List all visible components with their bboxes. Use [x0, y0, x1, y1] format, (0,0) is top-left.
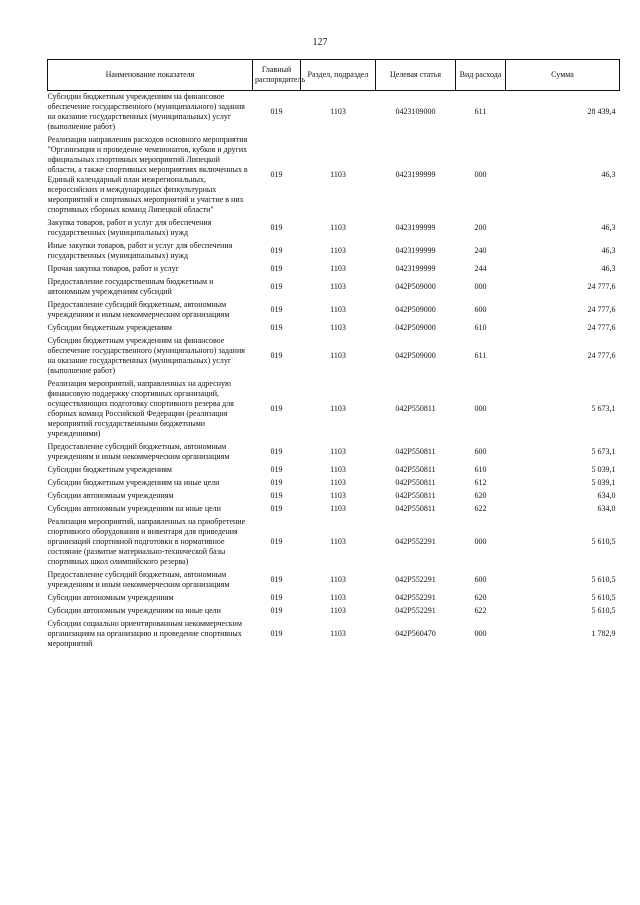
table-row — [48, 516, 620, 569]
row-org: 019 — [270, 606, 283, 615]
table-row — [48, 477, 620, 490]
row-sum: 5 673,1 — [591, 404, 616, 413]
row-type: 611 — [474, 107, 487, 116]
row-sum: 24 777,6 — [587, 282, 616, 291]
row-type: 600 — [474, 447, 487, 456]
row-name: Субсидии бюджетным учреждениям — [47, 465, 172, 474]
row-section: 1103 — [330, 223, 346, 232]
row-sum: 1 782,9 — [591, 629, 616, 638]
row-org: 019 — [270, 107, 283, 116]
row-name: Субсидии социально ориентированным некоммерческим организациям на организацию и проведение спортивных мероприятий — [47, 619, 243, 648]
row-section: 1103 — [330, 465, 346, 474]
row-type: 610 — [474, 465, 487, 474]
row-section: 1103 — [330, 305, 346, 314]
row-org: 019 — [270, 404, 283, 413]
row-org: 019 — [270, 478, 283, 487]
row-org: 019 — [270, 504, 283, 513]
row-target: 042P552291 — [395, 606, 436, 615]
row-org: 019 — [270, 305, 283, 314]
row-section: 1103 — [330, 629, 346, 638]
row-type: 620 — [474, 491, 487, 500]
row-target: 0423199999 — [395, 223, 436, 232]
row-target: 042P550811 — [395, 447, 436, 456]
header-section: Раздел, подраздел — [301, 60, 376, 91]
row-section: 1103 — [330, 593, 346, 602]
table-row — [48, 605, 620, 618]
header-target: Целевая статья — [376, 60, 456, 91]
row-type: 622 — [474, 504, 487, 513]
row-target: 042P550811 — [395, 465, 436, 474]
row-org: 019 — [270, 264, 283, 273]
row-target: 042P550811 — [395, 478, 436, 487]
row-sum: 46,3 — [601, 264, 616, 273]
row-type: 612 — [474, 478, 487, 487]
row-type: 000 — [474, 404, 487, 413]
row-name: Субсидии бюджетным учреждениям на иные цели — [47, 478, 220, 487]
row-section: 1103 — [330, 606, 346, 615]
row-sum: 46,3 — [601, 246, 616, 255]
row-type: 000 — [474, 282, 487, 291]
row-name: Реализация мероприятий, направленных на приобретение спортивного оборудования и инвентаря для приведения организаций спортивной подготовки в нормативное состояние (развитие материально-технической базы спортивных школ олимпийского резерва) — [47, 517, 246, 566]
row-name: Реализация мероприятий, направленных на адресную финансовую поддержку спортивных организаций, осуществляющих подготовку спортивного резерва для сборных команд Российской Федерации (реализация мероприятий государственными бюджетными учреждениями) — [47, 379, 234, 438]
row-type: 600 — [474, 575, 487, 584]
row-section: 1103 — [330, 246, 346, 255]
row-name: Субсидии бюджетным учреждениям на финансовое обеспечение государственного (муниципального) задания на оказание государственных (муниципальных) услуг (выполнение работ) — [47, 336, 245, 375]
row-sum: 5 673,1 — [591, 447, 616, 456]
row-target: 042P552291 — [395, 593, 436, 602]
row-type: 611 — [474, 351, 487, 360]
row-target: 042P509000 — [395, 305, 436, 314]
row-org: 019 — [270, 170, 283, 179]
row-org: 019 — [270, 282, 283, 291]
row-target: 042P509000 — [395, 282, 436, 291]
row-org: 019 — [270, 351, 283, 360]
table-row — [48, 240, 620, 263]
header-org: Главный распорядитель — [253, 60, 301, 91]
row-section: 1103 — [330, 491, 346, 500]
row-name: Иные закупки товаров, работ и услуг для обеспечения государственных (муниципальных) нужд — [47, 241, 233, 260]
table-row — [48, 490, 620, 503]
row-name: Предоставление субсидий бюджетным, автономным учреждениям и иным некоммерческим организациям — [47, 300, 230, 319]
row-org: 019 — [270, 593, 283, 602]
table-row — [48, 335, 620, 378]
row-org: 019 — [270, 323, 283, 332]
table-header — [48, 60, 620, 91]
row-sum: 28 439,4 — [587, 107, 616, 116]
table-row — [48, 276, 620, 299]
table-row — [48, 503, 620, 516]
header-sum: Сумма — [506, 60, 620, 91]
table-row — [48, 134, 620, 217]
row-type: 244 — [474, 264, 487, 273]
row-name: Прочая закупка товаров, работ и услуг — [47, 264, 179, 273]
row-target: 042P552291 — [395, 575, 436, 584]
budget-table — [47, 59, 620, 651]
budget-table-container — [47, 59, 619, 651]
table-row — [48, 464, 620, 477]
row-section: 1103 — [330, 170, 346, 179]
row-section: 1103 — [330, 264, 346, 273]
row-type: 000 — [474, 537, 487, 546]
row-section: 1103 — [330, 351, 346, 360]
row-type: 200 — [474, 223, 487, 232]
table-row — [48, 378, 620, 441]
row-sum: 24 777,6 — [587, 351, 616, 360]
row-section: 1103 — [330, 447, 346, 456]
row-section: 1103 — [330, 323, 346, 332]
table-row — [48, 299, 620, 322]
row-name: Реализация направления расходов основного мероприятия "Организация и проведение чемпионатов, кубков и других официальных спортивных мероприятий Липецкой области, а также спортивных мероприятиях включенных в Единый календарный план межрегиональных, всероссийских и международных физкультурных мероприятий и спортивных мероприятий и участие в них спортивных сборных команд Липецкой области" — [47, 135, 248, 214]
row-target: 042P509000 — [395, 351, 436, 360]
row-type: 620 — [474, 593, 487, 602]
row-name: Предоставление субсидий бюджетным, автономным учреждениям и иным некоммерческим организациям — [47, 570, 230, 589]
row-sum: 5 039,1 — [591, 465, 616, 474]
row-section: 1103 — [330, 575, 346, 584]
table-row — [48, 592, 620, 605]
table-row — [48, 91, 620, 135]
table-row — [48, 263, 620, 276]
row-name: Предоставление государственным бюджетным и автономным учреждениям субсидий — [47, 277, 214, 296]
row-target: 042P560470 — [395, 629, 436, 638]
row-name: Закупка товаров, работ и услуг для обеспечения государственных (муниципальных) нужд — [47, 218, 212, 237]
table-row — [48, 217, 620, 240]
row-section: 1103 — [330, 504, 346, 513]
row-target: 042P552291 — [395, 537, 436, 546]
row-sum: 634,0 — [597, 504, 616, 513]
table-row — [48, 618, 620, 651]
row-sum: 634,0 — [597, 491, 616, 500]
row-org: 019 — [270, 491, 283, 500]
header-name: Наименование показателя — [48, 60, 253, 91]
row-section: 1103 — [330, 537, 346, 546]
table-body — [48, 91, 620, 652]
row-target: 042P550811 — [395, 404, 436, 413]
row-target: 0423199999 — [395, 170, 436, 179]
row-name: Предоставление субсидий бюджетным, автономным учреждениям и иным некоммерческим организациям — [47, 442, 230, 461]
row-name: Субсидии автономным учреждениям на иные цели — [47, 504, 221, 513]
row-sum: 46,3 — [601, 170, 616, 179]
row-target: 0423199999 — [395, 264, 436, 273]
table-row — [48, 322, 620, 335]
page-number: 127 — [312, 37, 328, 48]
row-sum: 5 039,1 — [591, 478, 616, 487]
header-type: Вид расхода — [456, 60, 506, 91]
row-org: 019 — [270, 465, 283, 474]
row-name: Субсидии автономным учреждениям на иные цели — [47, 606, 221, 615]
row-name: Субсидии бюджетным учреждениям на финансовое обеспечение государственного (муниципального) задания на оказание государственных (муниципальных) услуг (выполнение работ) — [47, 92, 245, 131]
row-org: 019 — [270, 246, 283, 255]
row-sum: 5 610,5 — [591, 593, 616, 602]
row-name: Субсидии автономным учреждениям — [47, 593, 174, 602]
row-section: 1103 — [330, 107, 346, 116]
row-type: 600 — [474, 305, 487, 314]
row-target: 0423109000 — [395, 107, 436, 116]
table-row — [48, 569, 620, 592]
row-sum: 5 610,5 — [591, 606, 616, 615]
row-section: 1103 — [330, 282, 346, 291]
row-target: 0423199999 — [395, 246, 436, 255]
row-type: 240 — [474, 246, 487, 255]
row-sum: 5 610,5 — [591, 575, 616, 584]
row-sum: 5 610,5 — [591, 537, 616, 546]
row-type: 610 — [474, 323, 487, 332]
row-type: 000 — [474, 629, 487, 638]
row-type: 000 — [474, 170, 487, 179]
row-target: 042P550811 — [395, 491, 436, 500]
row-org: 019 — [270, 223, 283, 232]
row-sum: 24 777,6 — [587, 323, 616, 332]
row-name: Субсидии автономным учреждениям — [47, 491, 174, 500]
row-section: 1103 — [330, 478, 346, 487]
row-org: 019 — [270, 575, 283, 584]
row-sum: 24 777,6 — [587, 305, 616, 314]
row-org: 019 — [270, 537, 283, 546]
row-type: 622 — [474, 606, 487, 615]
row-org: 019 — [270, 629, 283, 638]
row-section: 1103 — [330, 404, 346, 413]
table-row — [48, 441, 620, 464]
row-target: 042P550811 — [395, 504, 436, 513]
row-target: 042P509000 — [395, 323, 436, 332]
row-sum: 46,3 — [601, 223, 616, 232]
row-org: 019 — [270, 447, 283, 456]
row-name: Субсидии бюджетным учреждениям — [47, 323, 172, 332]
